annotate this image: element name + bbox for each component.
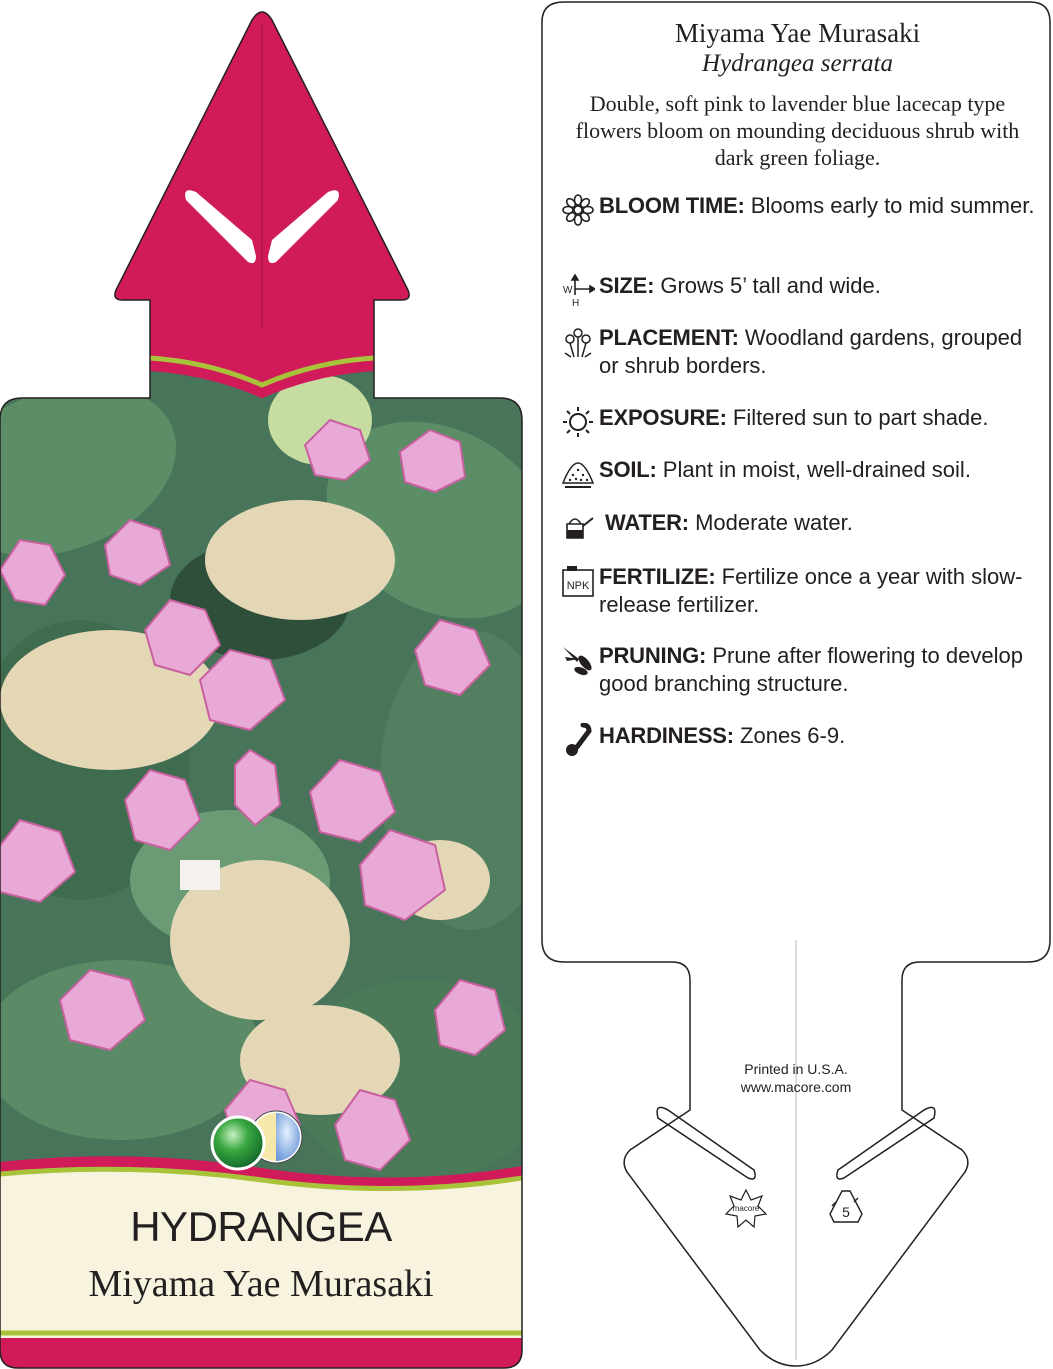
svg-text:H: H	[572, 298, 580, 307]
pruning-shears-icon	[561, 643, 595, 677]
flower-icon	[561, 193, 595, 227]
care-fertilize: NPK FERTILIZE: Fertilize once a year with slow-release fertilizer.	[563, 563, 1043, 619]
care-pruning: PRUNING: Prune after flowering to develop good branching structure.	[563, 642, 1043, 698]
printed-in-usa: Printed in U.S.A.	[744, 1061, 848, 1077]
back-description: Double, soft pink to lavender blue lacecap type flowers bloom on mounding deciduous shrub with dark green foliage.	[575, 91, 1020, 170]
watering-can-icon	[561, 510, 595, 544]
front-genus: HYDRANGEA	[130, 1203, 392, 1250]
sun-icon	[561, 405, 595, 439]
care-water: WATER: Moderate water.	[563, 509, 1043, 537]
placement-plants-icon	[561, 325, 595, 359]
front-variety: Miyama Yae Murasaki	[88, 1263, 434, 1305]
svg-text:macore: macore	[732, 1204, 760, 1213]
care-soil: SOIL: Plant in moist, well-drained soil.	[563, 456, 1043, 484]
npk-fertilizer-icon	[561, 564, 595, 598]
size-arrows-icon	[561, 273, 595, 307]
svg-text:5: 5	[842, 1204, 850, 1220]
macore-website: www.macore.com	[740, 1079, 852, 1095]
care-placement: PLACEMENT: Woodland gardens, grouped or shrub borders.	[563, 324, 1043, 380]
care-exposure: EXPOSURE: Filtered sun to part shade.	[563, 404, 1043, 432]
care-bloom-time: BLOOM TIME: Blooms early to mid summer.	[563, 192, 1043, 220]
soil-pile-icon	[561, 457, 595, 491]
back-common-name: Miyama Yae Murasaki	[674, 18, 921, 48]
back-botanical-name: Hydrangea serrata	[702, 50, 893, 77]
care-hardiness: HARDINESS: Zones 6-9.	[563, 722, 1043, 750]
svg-text:W: W	[563, 285, 573, 296]
thermometer-icon	[561, 723, 595, 757]
svg-text:NPK: NPK	[566, 580, 590, 592]
care-size: W H SIZE: Grows 5’ tall and wide.	[563, 273, 881, 307]
